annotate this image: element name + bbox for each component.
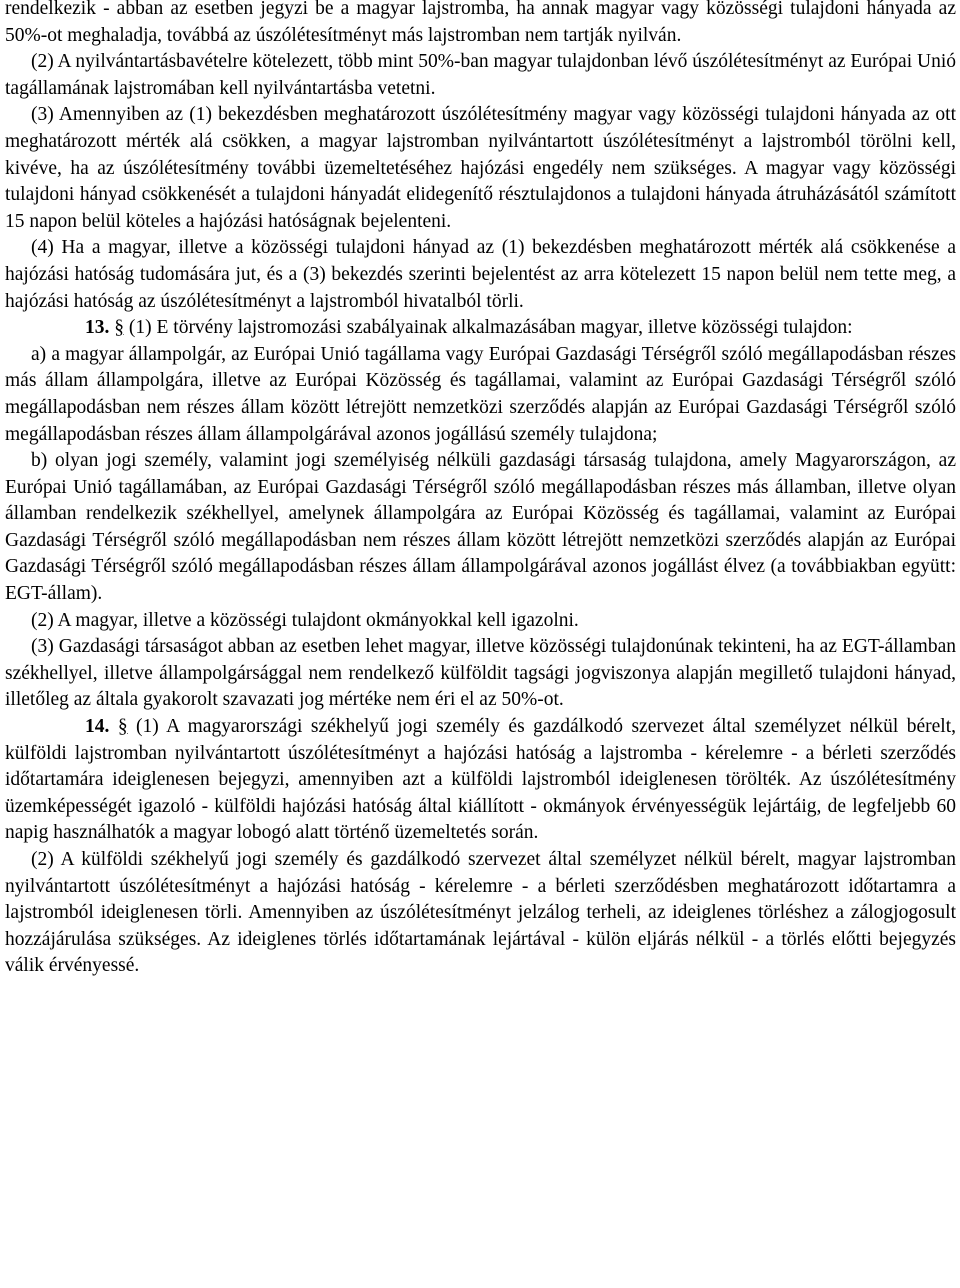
- section-13-heading-paragraph: [5, 315, 956, 342]
- paragraph-12-4: (4) Ha a magyar, illetve a közösségi tulajdoni hányad az (1) bekezdésben meghatározott mérték alá csökkenése a hajózási hatóság tudomására jut, és a (3) bekezdés szerinti bejelentést az arra kötelezett 15 napon belül nem tette meg, a hajózási hatóság az úszólétesítményt a lajstromból hivatalból törli.: [5, 237, 956, 312]
- section-sign: §: [117, 716, 128, 738]
- section-sign: §: [114, 317, 124, 339]
- section-14-heading-paragraph: [5, 714, 956, 847]
- paragraph-12-2: (2) A nyilvántartásbavételre kötelezett, több mint 50%-ban magyar tulajdonban lévő úszólétesítményt az Európai Unió tagállamának lajstromában kell nyilvántartásba vetetni.: [5, 51, 956, 99]
- paragraph-13-a: a) a magyar állampolgár, az Európai Unió tagállama vagy Európai Gazdasági Térségről szóló megállapodásban részes más állam állampolgára, illetve az Európai Közösség és tagállamai, valamint az Európai Gazdasági Térségről szóló megállapodásban nem részes állam között létrejött nemzetközi szerződés alapján az Európai Gazdasági Térségről szóló megállapodásban részes állam állampolgárával azonos jogállású személy tulajdona;: [5, 343, 956, 445]
- paragraph-14-2: (2) A külföldi székhelyű jogi személy és gazdálkodó szervezet által személyzet nélkül bérelt, magyar lajstromban nyilvántartott úszólétesítményt a hajózási hatóság - kérelemre - a bérleti szerződésben meghatározott időtartamra a lajstromból ideiglenesen törli. Amennyiben az úszólétesítményt jelzálog terheli, az ideiglenes törléshez a zálogjogosult hozzájárulása szükséges. Az ideiglenes törlés időtartamának lejártával - külön eljárás nélkül - a törlés előtti bejegyzés válik érvényessé.: [5, 849, 956, 977]
- section-13-text: (1) E törvény lajstromozási szabályainak alkalmazásában magyar, illetve közösségi tulajdon:: [124, 317, 853, 339]
- section-number: 13.: [85, 317, 110, 339]
- paragraph-13-3: (3) Gazdasági társaságot abban az esetben lehet magyar, illetve közösségi tulajdonúnak tekinteni, ha az EGT-államban székhellyel, illetve állampolgársággal nem rendelkező külföldit tagsági jogviszonya alapján megillető tulajdoni hányad, illetőleg az általa gyakorolt szavazati jog mértéke nem éri el az 50%-ot.: [5, 636, 956, 711]
- paragraph-13-b: b) olyan jogi személy, valamint jogi személyiség nélküli gazdasági társaság tulajdona, amely Magyarországon, az Európai Unió tagállamában, az Európai Gazdasági Térségről szóló megállapodásban részes más államban, illetve olyan államban rendelkezik székhellyel, amelynek állampolgára az Európai Közösség és tagállamai, valamint az Európai Gazdasági Térségről szóló megállapodásban nem részes állam között létrejött nemzetközi szerződés alapján az Európai Gazdasági Térségről szóló megállapodásban részes állam állampolgárával azonos jogállást élvez (a továbbiakban együtt: EGT-állam).: [5, 450, 956, 605]
- section-number: 14.: [85, 716, 110, 738]
- section-14-text: (1) A magyarországi székhelyű jogi személy és gazdálkodó szervezet által személyzet nélkül bérelt, külföldi lajstromban nyilvántartott úszólétesítményt a hajózási hatóság a lajstromba - kérelemre - a bérleti szerződés időtartamára ideiglenesen bejegyzi, amennyiben azt a külföldi lajstromból ideiglenesen törölték. Az úszólétesítmény üzemképességét igazoló - külföldi hajózási hatóság által kiállított - okmányok érvényességük lejártáig, de legfeljebb 60 napig használhatók a magyar lobogó alatt történő üzemeltetés során.: [5, 716, 957, 844]
- paragraph-12-3: (3) Amennyiben az (1) bekezdésben meghatározott úszólétesítmény magyar vagy közösségi tulajdoni hányada az ott meghatározott mérték alá csökken, a magyar lajstromban nyilvántartott úszólétesítményt a lajstromból törölni kell, kivéve, ha az úszólétesítmény további üzemeltetéséhez hajózási engedély nem szükséges. A magyar vagy közösségi tulajdoni hányad csökkenését a tulajdoni hányadát elidegenítő résztulajdonos a tulajdoni hányada átruházásától számított 15 napon belül köteles a hajózási hatóságnak bejelenteni.: [5, 104, 956, 232]
- paragraph-13-2: (2) A magyar, illetve a közösségi tulajdont okmányokkal kell igazolni.: [31, 609, 579, 631]
- paragraph-continuation: rendelkezik - abban az esetben jegyzi be a magyar lajstromba, ha annak magyar vagy közösségi tulajdoni hányada az 50%-ot meghaladja, továbbá az úszólétesítményt más lajstromban nem tartják nyilván.: [5, 0, 956, 46]
